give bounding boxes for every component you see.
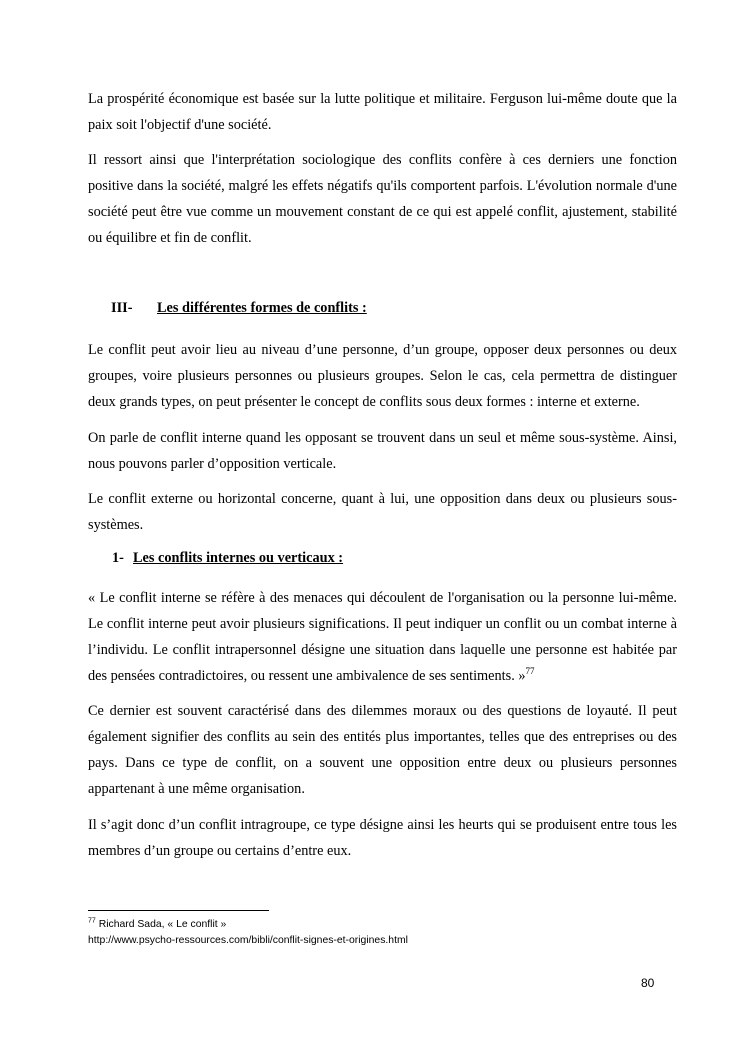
footnote-number: 77 <box>88 917 96 925</box>
footnote-url[interactable]: http://www.psycho-ressources.com/bibli/conflit-signes-et-origines.html <box>88 935 408 946</box>
subsection-title: Les conflits internes ou verticaux : <box>133 550 344 566</box>
section-heading <box>111 298 367 318</box>
paragraph-moral-dilemmas: Ce dernier est souvent caractérisé dans des dilemmes moraux ou des questions de loyauté. Il peut également signifier des conflits au sein des entités plus importantes, telles que des entreprises ou des pays. Dans ce type de conflit, on a souvent une opposition entre deux ou plusieurs personnes appartenant à une même organisation. <box>88 703 677 797</box>
paragraph-intragroup-conflict: Il s’agit donc d’un conflit intragroupe, ce type désigne ainsi les heurts qui se produisent entre tous les membres d’un groupe ou certains d’entre eux. <box>88 817 677 859</box>
paragraph-external-conflict-definition: Le conflit externe ou horizontal concerne, quant à lui, une opposition dans deux ou plusieurs sous-systèmes. <box>88 491 677 533</box>
footnote-citation: Richard Sada, « Le conflit » <box>98 919 227 930</box>
paragraph-prosperity: La prospérité économique est basée sur la lutte politique et militaire. Ferguson lui-même doute que la paix soit l'objectif d'une société. <box>88 91 677 133</box>
paragraph-internal-conflict-definition: On parle de conflit interne quand les opposant se trouvent dans un seul et même sous-système. Ainsi, nous pouvons parler d’opposition verticale. <box>88 430 677 472</box>
section-number: III- <box>111 300 133 316</box>
footnote <box>88 917 648 949</box>
footnote-citation-line <box>88 917 648 933</box>
quotation-text: « Le conflit interne se réfère à des menaces qui découlent de l'organisation ou la personne lui-même. Le conflit interne peut avoir plusieurs significations. Il peut indiquer un conflit ou un combat interne à l’individu. Le conflit intrapersonnel désigne une situation dans laquelle une personne est habitée par des pensées contradictoires, ou ressent une ambivalence de ses sentiments. » <box>88 590 677 684</box>
paragraph-sociological-interpretation: Il ressort ainsi que l'interprétation sociologique des conflits confère à ces derniers une fonction positive dans la société, malgré les effets négatifs qu'ils comportent parfois. L'évolution normale d'une société peut être vue comme un mouvement constant de ce qui est appelé conflit, ajustement, stabilité ou équilibre et fin de conflit. <box>88 152 677 246</box>
paragraph-conflict-levels: Le conflit peut avoir lieu au niveau d’une personne, d’un groupe, opposer deux personnes ou deux groupes, voire plusieurs personnes ou plusieurs groupes. Selon le cas, cela permettra de distinguer deux grands types, on peut présenter le concept de conflits sous deux formes : interne et externe. <box>88 342 677 410</box>
subsection-heading <box>112 548 344 568</box>
section-title: Les différentes formes de conflits : <box>157 300 367 316</box>
footnote-reference: 77 <box>525 666 535 677</box>
footnote-separator <box>88 910 269 911</box>
paragraph-quotation <box>88 585 677 689</box>
subsection-number: 1- <box>112 550 124 566</box>
page-number: 80 <box>641 976 655 990</box>
